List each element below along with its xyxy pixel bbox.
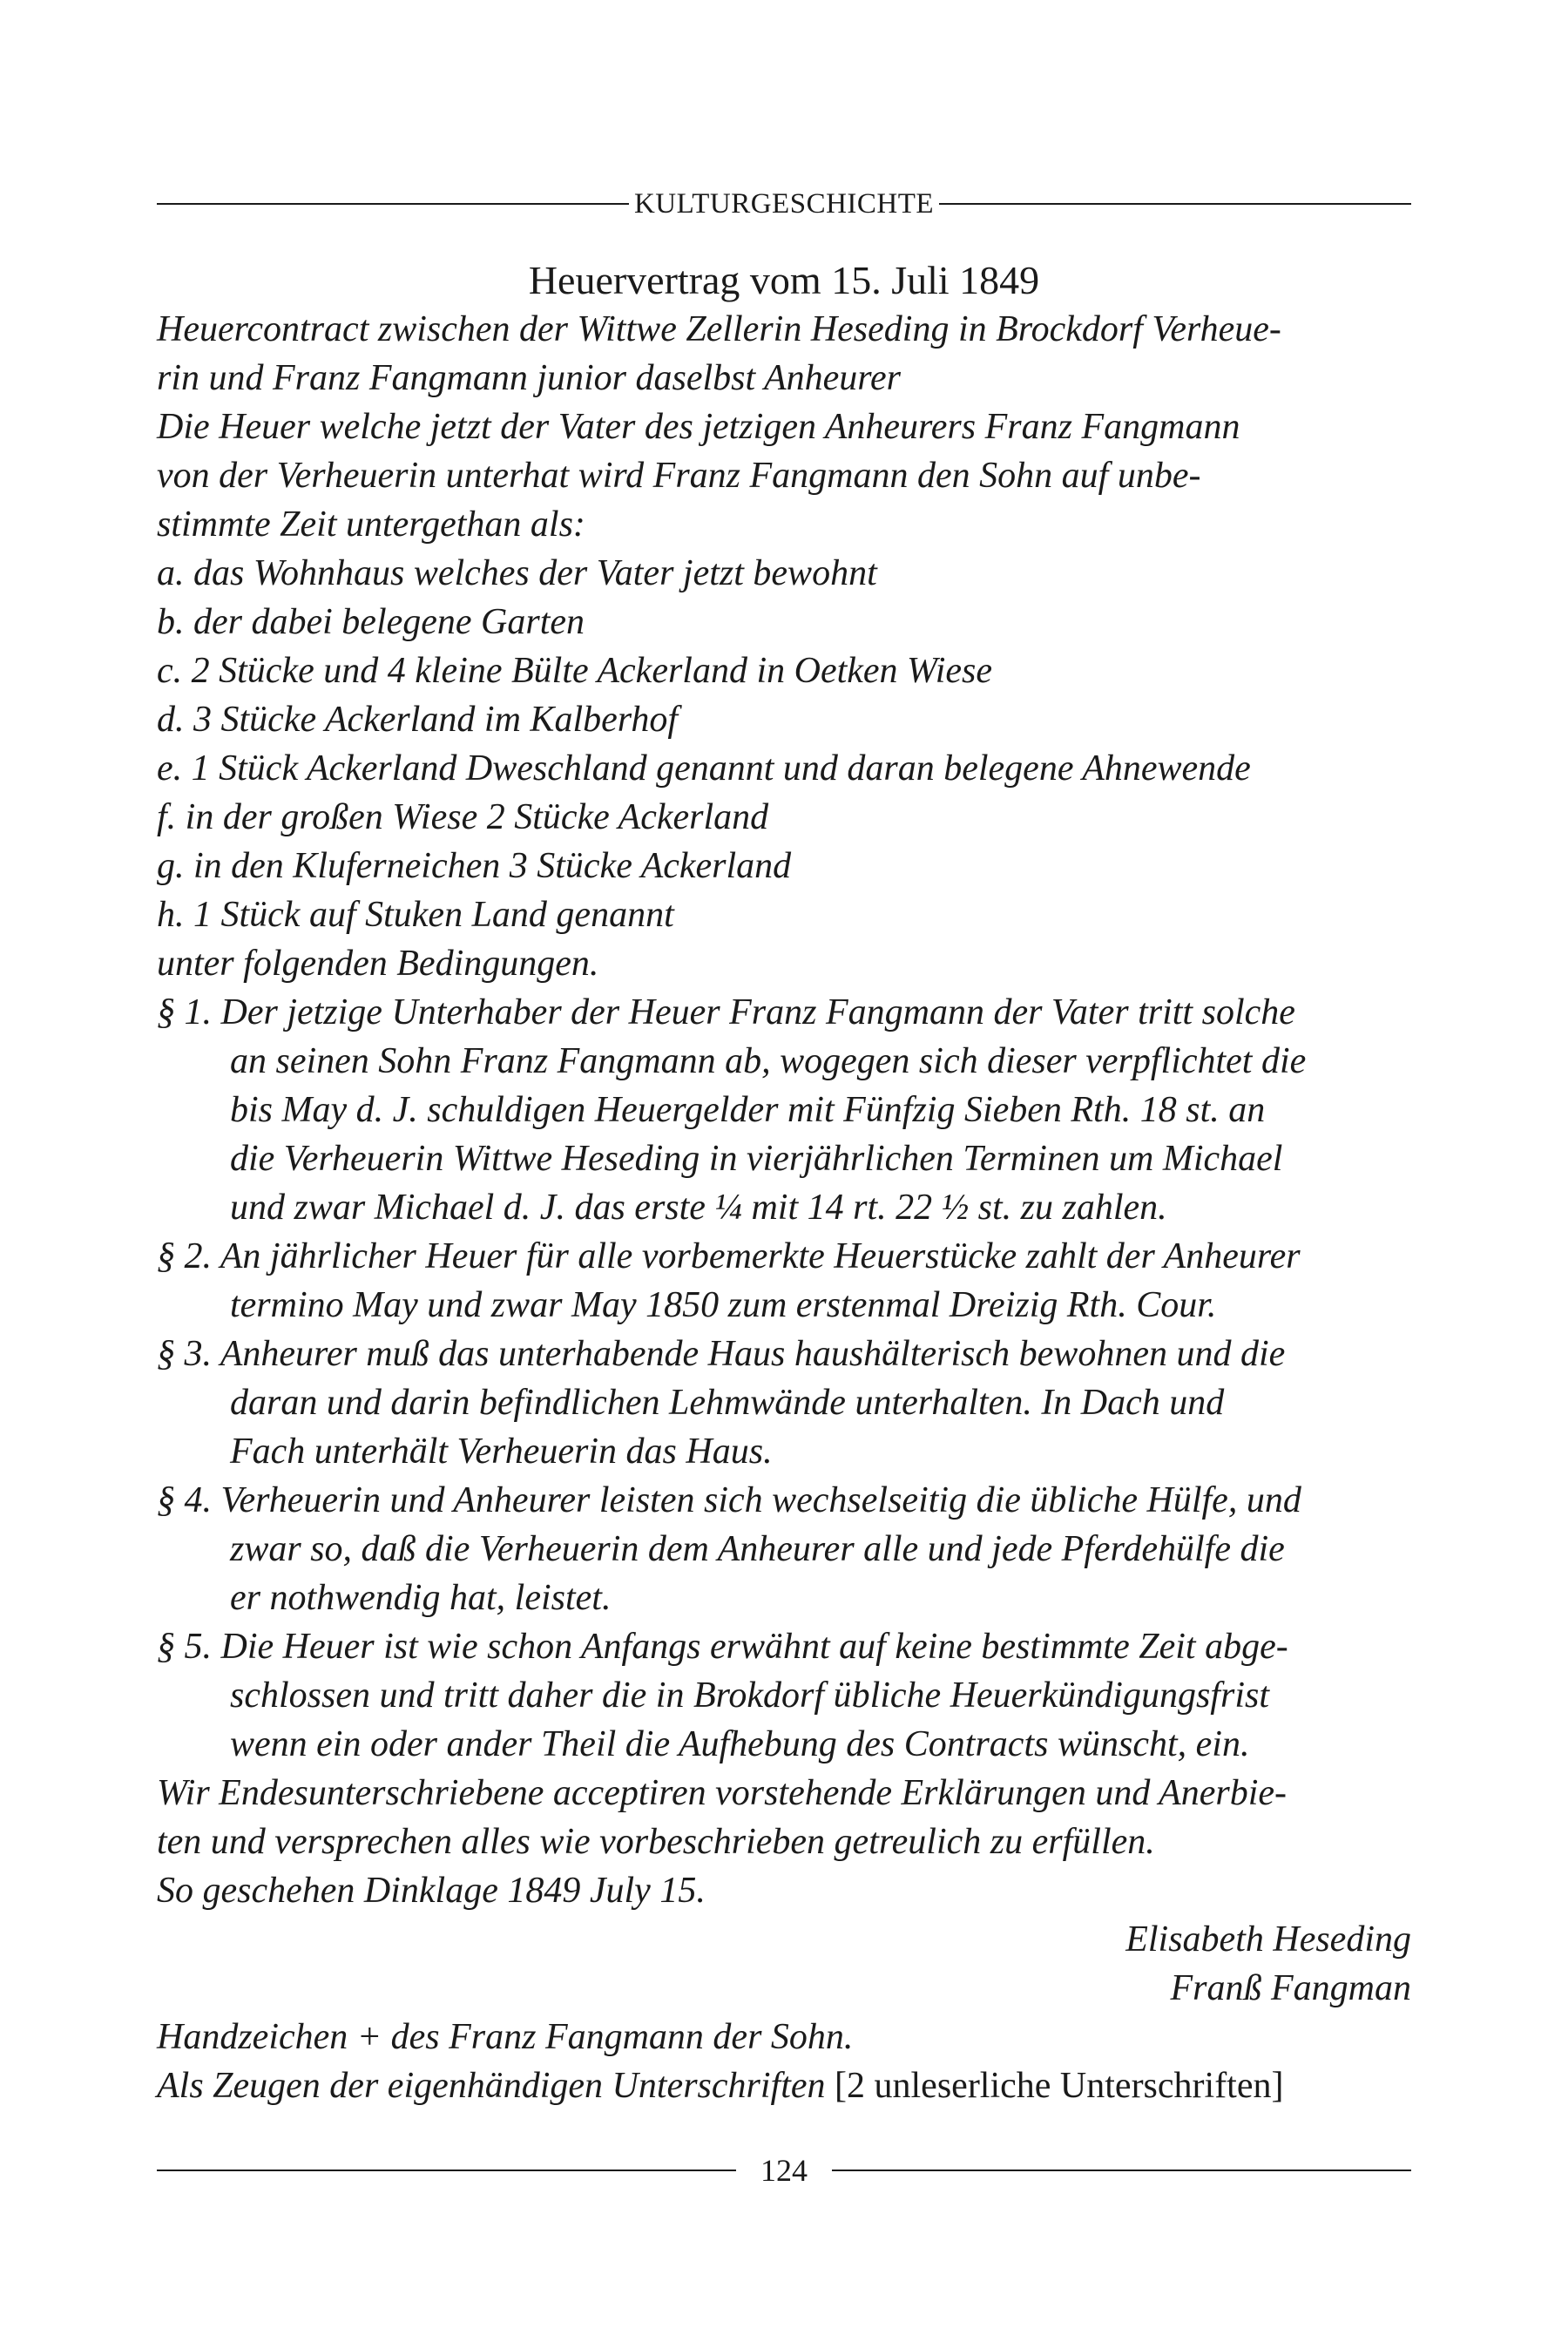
text-line: So geschehen Dinklage 1849 July 15.: [157, 1871, 706, 1911]
text-line: Heuercontract zwischen der Wittwe Zellerin Heseding in Brockdorf Verheue-: [157, 309, 1281, 349]
page-footer: [157, 2149, 1411, 2192]
paragraph-line: und zwar Michael d. J. das erste ¼ mit 14 rt. 22 ½ st. zu zahlen.: [230, 1188, 1167, 1228]
page-number: 124: [760, 2153, 808, 2188]
list-item: c. 2 Stücke und 4 kleine Bülte Ackerland in Oetken Wiese: [157, 651, 993, 691]
paragraph-line: § 4. Verheuerin und Anheurer leisten sich wechselseitig die übliche Hülfe, und: [157, 1480, 1301, 1520]
paragraph-line: Fach unterhält Verheuerin das Haus.: [230, 1432, 773, 1472]
header-rule-right: [939, 203, 1411, 205]
list-item: g. in den Kluferneichen 3 Stücke Ackerland: [157, 846, 792, 886]
list-item: a. das Wohnhaus welches der Vater jetzt bewohnt: [157, 553, 877, 593]
list-item: b. der dabei belegene Garten: [157, 602, 585, 642]
text-line: Die Heuer welche jetzt der Vater des jetzigen Anheurers Franz Fangmann: [157, 407, 1240, 447]
document-title: Heuervertrag vom 15. Juli 1849: [528, 258, 1040, 302]
text-line: Handzeichen + des Franz Fangmann der Sohn.: [157, 2017, 854, 2057]
witness-label: Als Zeugen der eigenhändigen Unterschriften: [157, 2066, 826, 2106]
text-line: von der Verheuerin unterhat wird Franz Fangmann den Sohn auf unbe-: [157, 456, 1201, 496]
paragraph-line: § 1. Der jetzige Unterhaber der Heuer Franz Fangmann der Vater tritt solche: [157, 992, 1295, 1032]
list-item: e. 1 Stück Ackerland Dweschland genannt und daran belegene Ahnewende: [157, 748, 1251, 789]
paragraph-line: zwar so, daß die Verheuerin dem Anheurer alle und jede Pferdehülfe die: [230, 1529, 1285, 1569]
text-line: rin und Franz Fangmann junior daselbst Anheurer: [157, 358, 902, 398]
paragraph-line: er nothwendig hat, leistet.: [230, 1578, 612, 1618]
paragraph-line: die Verheuerin Wittwe Heseding in vierjährlichen Terminen um Michael: [230, 1139, 1283, 1179]
footer-rule-right: [832, 2170, 1411, 2171]
text-line: Wir Endesunterschriebene acceptiren vorstehende Erklärungen und Anerbie-: [157, 1773, 1287, 1813]
signature-line: Franß Fangman: [1170, 1968, 1411, 2008]
paragraph-line: wenn ein oder ander Theil die Aufhebung des Contracts wünscht, ein.: [230, 1724, 1250, 1764]
paragraph-line: bis May d. J. schuldigen Heuergelder mit Fünfzig Sieben Rth. 18 st. an: [230, 1090, 1266, 1130]
list-item: h. 1 Stück auf Stuken Land genannt: [157, 895, 674, 935]
witness-line: [157, 2061, 1411, 2110]
paragraph-line: schlossen und tritt daher die in Brokdorf übliche Heuerkündigungsfrist: [230, 1675, 1270, 1716]
contract-text: [157, 305, 1411, 2110]
paragraph-line: § 5. Die Heuer ist wie schon Anfangs erwähnt auf keine bestimmte Zeit abge-: [157, 1627, 1288, 1667]
text-line: ten und versprechen alles wie vorbeschrieben getreulich zu erfüllen.: [157, 1822, 1155, 1862]
text-line: unter folgenden Bedingungen.: [157, 944, 599, 984]
paragraph-line: an seinen Sohn Franz Fangmann ab, wogegen sich dieser verpflichtet die: [230, 1041, 1307, 1081]
signature-line: Elisabeth Heseding: [1125, 1919, 1411, 1960]
header-rule-left: [157, 203, 629, 205]
list-item: f. in der großen Wiese 2 Stücke Ackerland: [157, 797, 769, 837]
text-line: stimmte Zeit untergethan als:: [157, 504, 585, 545]
section-title: KULTURGESCHICHTE: [633, 187, 935, 220]
illegible-note: [2 unleserliche Unterschriften]: [835, 2066, 1284, 2106]
running-header: [157, 186, 1411, 221]
footer-rule-left: [157, 2170, 736, 2171]
paragraph-line: § 3. Anheurer muß das unterhabende Haus haushälterisch bewohnen und die: [157, 1334, 1286, 1374]
paragraph-line: § 2. An jährlicher Heuer für alle vorbemerkte Heuerstücke zahlt der Anheurer: [157, 1236, 1301, 1276]
list-item: d. 3 Stücke Ackerland im Kalberhof: [157, 700, 679, 740]
paragraph-line: termino May und zwar May 1850 zum erstenmal Dreizig Rth. Cour.: [230, 1285, 1217, 1325]
paragraph-line: daran und darin befindlichen Lehmwände unterhalten. In Dach und: [230, 1383, 1225, 1423]
